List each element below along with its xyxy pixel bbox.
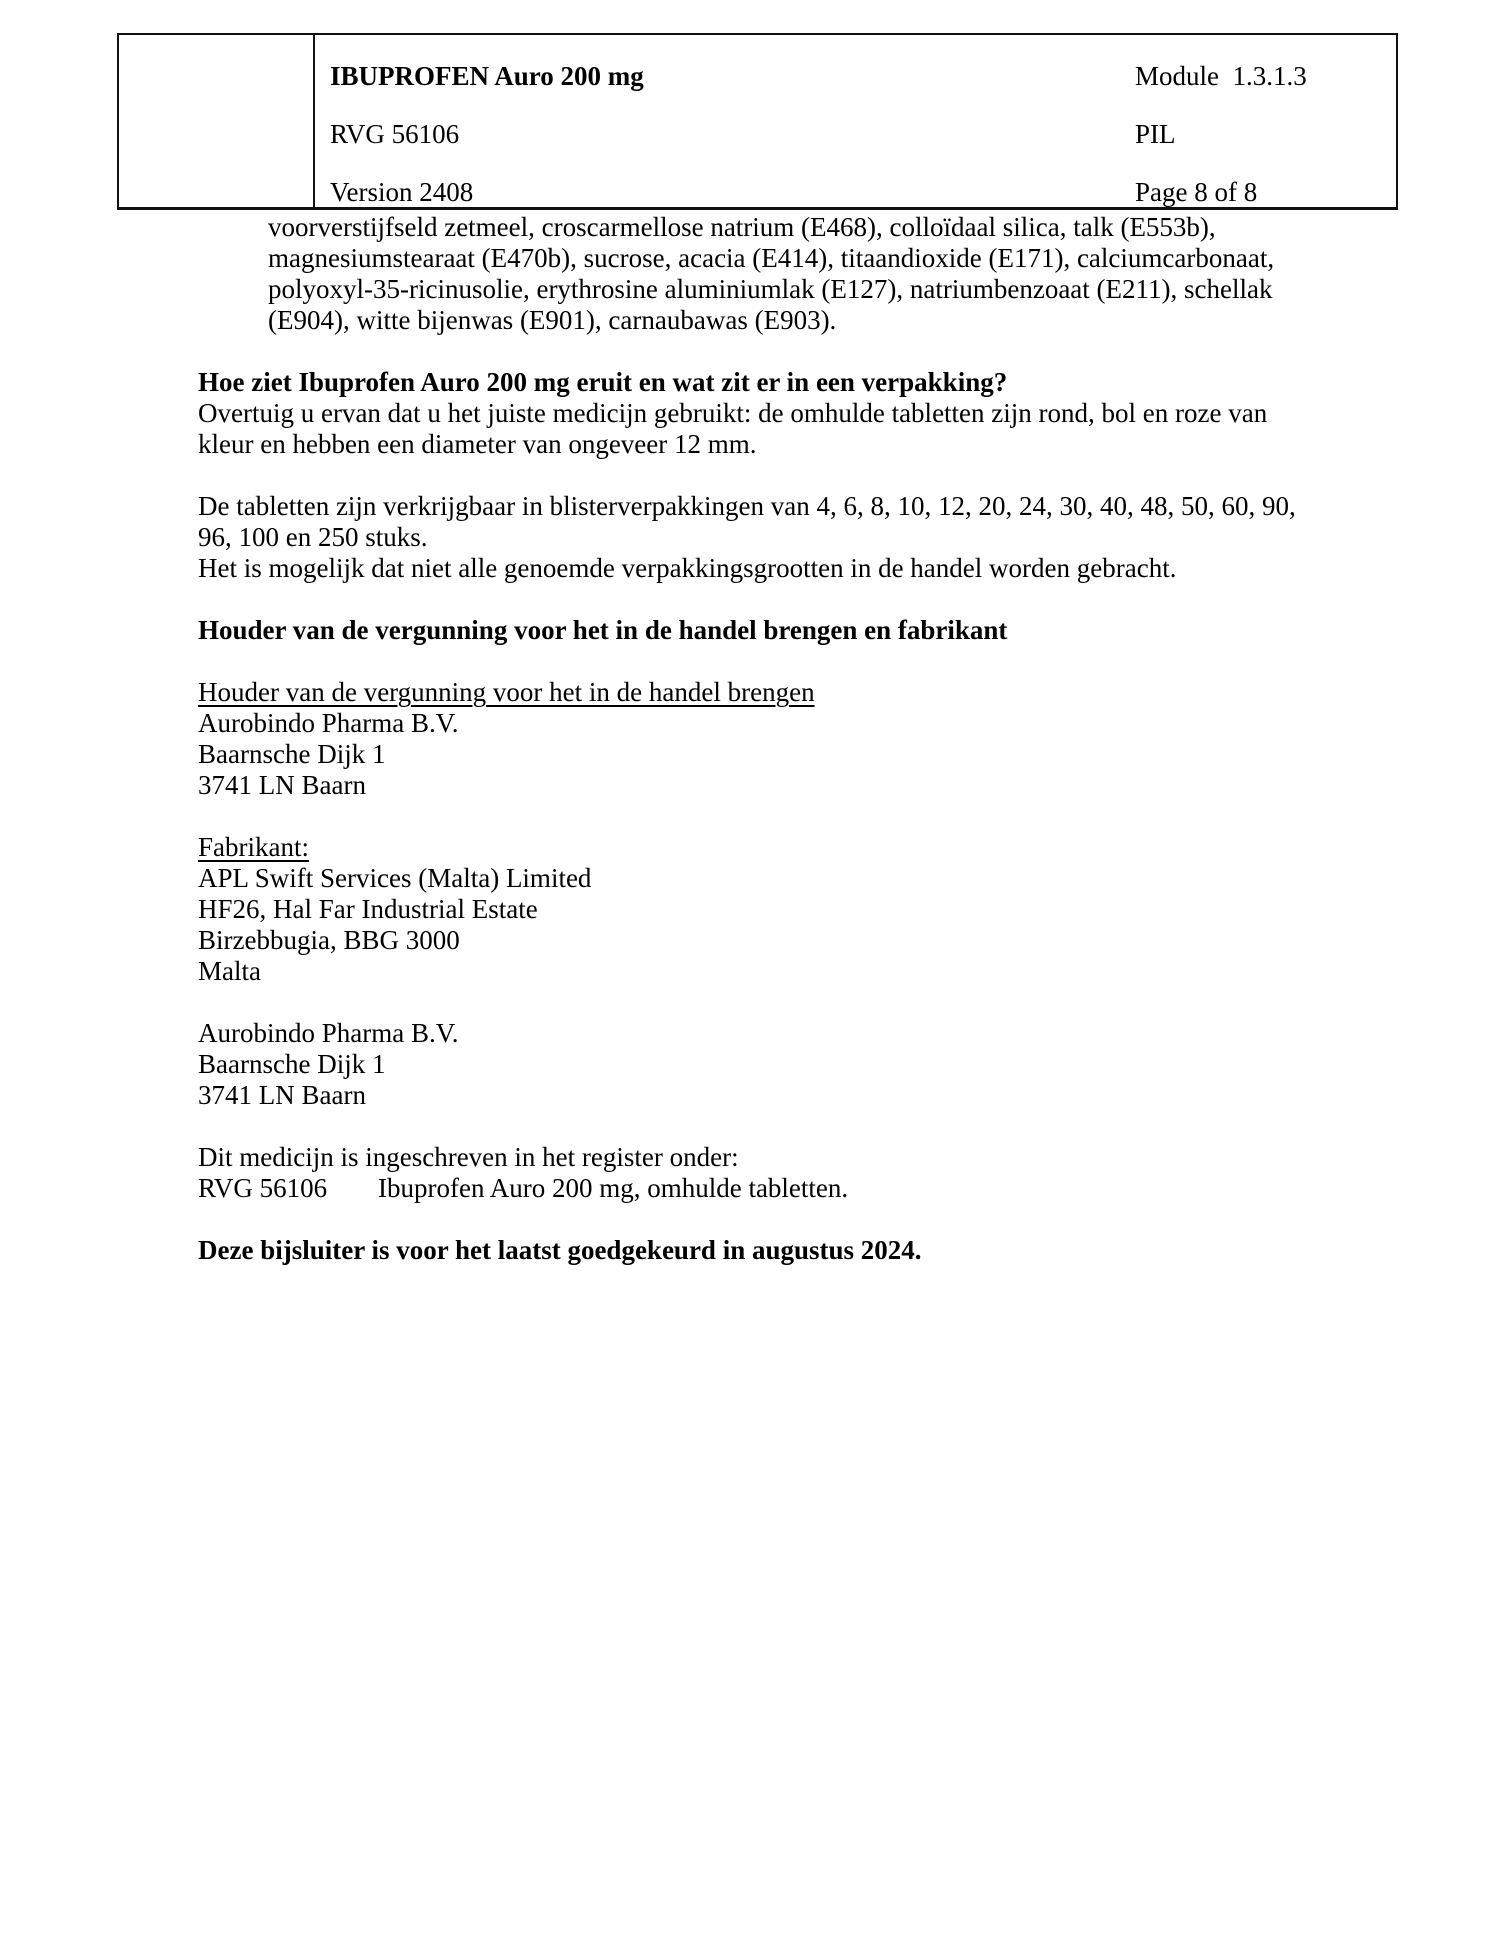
product-name: IBUPROFEN Auro 200 mg xyxy=(330,61,644,91)
register-intro: Dit medicijn is ingeschreven in het register onder: xyxy=(198,1142,739,1172)
manufacturer-subheading xyxy=(198,832,1306,863)
holder-subheading-text: Houder van de vergunning voor het in de handel brengen xyxy=(198,677,815,707)
holder-address-line: Aurobindo Pharma B.V. xyxy=(198,708,459,738)
page-indicator: Page 8 of 8 xyxy=(1135,177,1258,207)
appearance-paragraph: Overtuig u ervan dat u het juiste medicijn gebruikt: de omhulde tabletten zijn rond, bol en roze van kleur en hebben een diameter van ongeveer 12 mm. xyxy=(198,398,1268,459)
appearance-heading: Hoe ziet Ibuprofen Auro 200 mg eruit en wat zit er in een verpakking? xyxy=(198,367,1008,397)
pack-sizes-paragraph: De tabletten zijn verkrijgbaar in blisterverpakkingen van 4, 6, 8, 10, 12, 20, 24, 30, 40, 48, 50, 60, 90, 96, 100 en 250 stuks. xyxy=(198,491,1296,552)
manufacturer-address-line: Birzebbugia, BBG 3000 xyxy=(198,925,460,955)
registration-number-header: RVG 56106 xyxy=(330,119,460,149)
module-number: Module 1.3.1.3 xyxy=(1135,61,1307,91)
register-product: Ibuprofen Auro 200 mg, omhulde tabletten. xyxy=(378,1173,849,1203)
manufacturer-address-line: APL Swift Services (Malta) Limited xyxy=(198,863,592,893)
header-table xyxy=(117,33,1398,210)
header-table-divider xyxy=(313,35,315,207)
manufacturer-address-line: HF26, Hal Far Industrial Estate xyxy=(198,894,538,924)
holder-address-line: Baarnsche Dijk 1 xyxy=(198,739,386,769)
approval-statement: Deze bijsluiter is voor het laatst goedgekeurd in augustus 2024. xyxy=(198,1235,922,1265)
register-entry xyxy=(198,1173,1306,1204)
holder-address-line: 3741 LN Baarn xyxy=(198,770,366,800)
document-body xyxy=(198,212,1306,1266)
manufacturer2-address-line: Baarnsche Dijk 1 xyxy=(198,1049,386,1079)
excipients-paragraph: voorverstijfseld zetmeel, croscarmellose natrium (E468), colloïdaal silica, talk (E553b), magnesiumstearaat (E470b), sucrose, acacia (E414), titaandioxide (E171), calciumcarbonaat, polyoxyl-35-ricinusolie, erythrosine aluminiumlak (E127), natriumbenzoaat (E211), schellak (E904), witte bijenwas (E901), carnaubawas (E903). xyxy=(268,212,1275,335)
manufacturer-subheading-text: Fabrikant: xyxy=(198,832,309,862)
manufacturer2-address-line: Aurobindo Pharma B.V. xyxy=(198,1018,459,1048)
availability-note: Het is mogelijk dat niet alle genoemde verpakkingsgrootten in de handel worden gebracht. xyxy=(198,553,1177,583)
mah-heading: Houder van de vergunning voor het in de handel brengen en fabrikant xyxy=(198,615,1008,645)
manufacturer-address-line: Malta xyxy=(198,956,261,986)
manufacturer2-address-line: 3741 LN Baarn xyxy=(198,1080,366,1110)
holder-subheading xyxy=(198,677,1306,708)
version-label: Version 2408 xyxy=(330,177,474,207)
document-type-label: PIL xyxy=(1135,119,1176,149)
rvg-number: RVG 56106 xyxy=(198,1173,328,1203)
